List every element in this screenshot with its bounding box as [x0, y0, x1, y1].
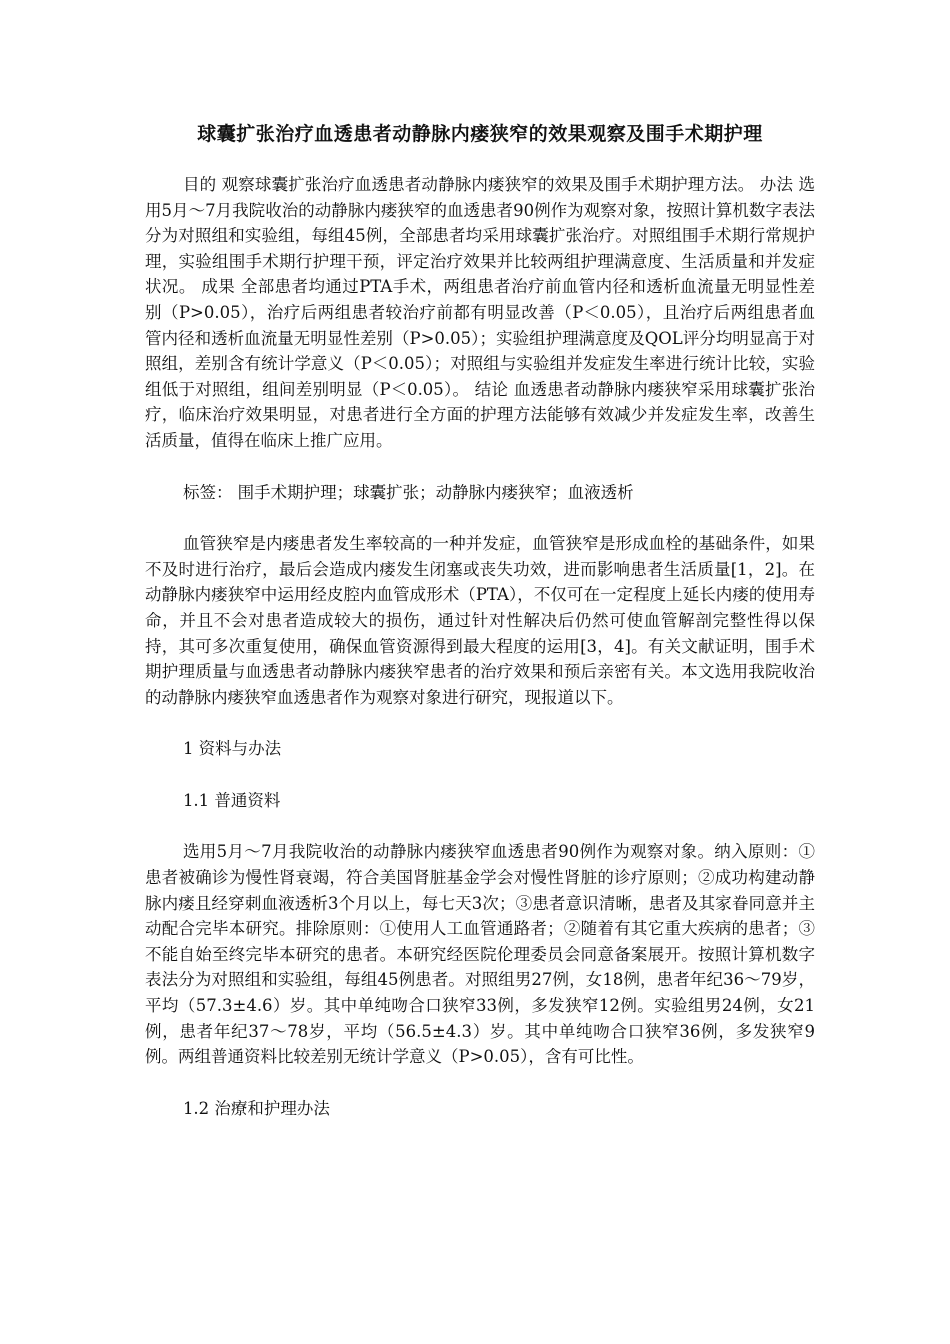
abstract-paragraph: 目的 观察球囊扩张治疗血透患者动静脉内瘘狭窄的效果及围手术期护理方法。 办法 选用5月～7月我院收治的动静脉内瘘狭窄的血透患者90例作为观察对象，按照计算机数字表法分为对照组和实验组，每组45例，全部患者均采用球囊扩张治疗。对照组围手术期行常规护理，实验组围手术期行护理干预，评定治疗效果并比较两组护理满意度、生活质量和并发症状况。 成果 全部患者均通过PTA手术，两组患者治疗前血管内径和透析血流量无明显性差别（P>0.05），治疗后两组患者较治疗前都有明显改善（P＜0.05），且治疗后两组患者血管内径和透析血流量无明显性差别（P>0.05）；实验组护理满意度及QOL评分均明显高于对照组，差别含有统计学意义（P＜0.05）；对照组与实验组并发症发生率进行统计比较，实验组低于对照组，组间差别明显（P＜0.05）。 结论 血透患者动静脉内瘘狭窄采用球囊扩张治疗，临床治疗效果明显，对患者进行全方面的护理方法能够有效减少并发症发生率，改善生活质量，值得在临床上推广应用。	[145, 175, 815, 450]
intro-paragraph: 血管狭窄是内瘘患者发生率较高的一种并发症，血管狭窄是形成血栓的基础条件，如果不及时进行治疗，最后会造成内瘘发生闭塞或丧失功效，进而影响患者生活质量[1，2]。在动静脉内瘘狭窄中运用经皮腔内血管成形术（PTA），不仅可在一定程度上延长内瘘的使用寿命，并且不会对患者造成较大的损伤，通过针对性解决后仍然可使血管解剖完整性得以保持，其可多次重复使用，确保血管资源得到最大程度的运用[3，4]。有关文献证明，围手术期护理质量与血透患者动静脉内瘘狭窄患者的治疗效果和预后亲密有关。本文选用我院收治的动静脉内瘘狭窄血透患者作为观察对象进行研究，现报道以下。	[145, 534, 815, 707]
section-1-2-heading: 1.2 治療和护理办法	[182, 1098, 330, 1118]
section-1-heading: 1 资料与办法	[182, 739, 282, 759]
document-page	[145, 120, 815, 1121]
section-1-1-heading: 1.1 普通资料	[182, 790, 281, 810]
section-1-1-paragraph: 选用5月～7月我院收治的动静脉内瘘狭窄血透患者90例作为观察对象。纳入原则：①患者被确诊为慢性肾衰竭，符合美国肾脏基金学会对慢性肾脏的诊疗原则；②成功构建动静脉内瘘且经穿刺血液透析3个月以上，每七天3次；③患者意识清晰，患者及其家眷同意并主动配合完毕本研究。排除原则：①使用人工血管通路者；②随着有其它重大疾病的患者；③不能自始至终完毕本研究的患者。本研究经医院伦理委员会同意备案展开。按照计算机数字表法分为对照组和实验组，每组45例患者。对照组男27例，女18例，患者年纪36～79岁，平均（57.3±4.6）岁。其中单纯吻合口狭窄33例，多发狭窄12例。实验组男24例，女21例，患者年纪37～78岁，平均（56.5±4.3）岁。其中单纯吻合口狭窄36例，多发狭窄9例。两组普通资料比较差别无统计学意义（P>0.05），含有可比性。	[145, 842, 815, 1067]
tags-line: 标签： 围手术期护理；球囊扩张；动静脉内瘘狭窄；血液透析	[182, 482, 634, 502]
document-title: 球囊扩张治疗血透患者动静脉内瘘狭窄的效果观察及围手术期护理	[197, 123, 763, 145]
